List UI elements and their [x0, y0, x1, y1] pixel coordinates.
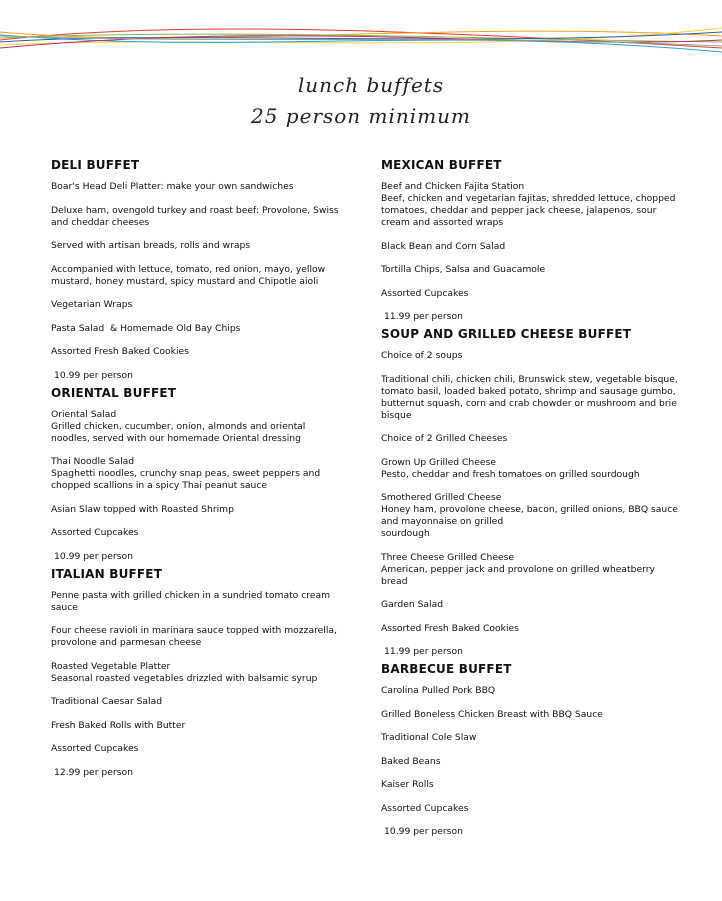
- menu-item: [381, 732, 681, 744]
- menu-item: [51, 240, 346, 252]
- menu-item: [381, 457, 681, 481]
- menu-item-name: Grilled Boneless Chicken Breast with BBQ Sauce: [381, 708, 603, 720]
- menu-item-name: Oriental Salad: [51, 408, 117, 420]
- menu-section: [381, 158, 681, 323]
- menu-item: [51, 527, 346, 539]
- section-title: SOUP AND GRILLED CHEESE BUFFET: [381, 327, 632, 341]
- menu-item-name: Deluxe ham, ovengold turkey and roast beef: Provolone, Swiss and cheddar cheeses: [51, 204, 342, 228]
- section-title: ITALIAN BUFFET: [51, 566, 163, 581]
- menu-item-name: Three Cheese Grilled Cheese: [381, 551, 515, 563]
- menu-item-name: Black Bean and Corn Salad: [381, 240, 506, 252]
- section-title: DELI BUFFET: [51, 158, 140, 172]
- menu-item-name: Thai Noodle Salad: [51, 456, 135, 467]
- menu-item-description: Seasonal roasted vegetables drizzled with balsamic syrup: [51, 672, 318, 684]
- section-price: 11.99 per person: [384, 311, 463, 322]
- menu-item: [381, 709, 681, 721]
- menu-item-name: Baked Beans: [381, 755, 441, 767]
- menu-item: [381, 779, 681, 791]
- menu-item-name: Assorted Fresh Baked Cookies: [51, 346, 189, 357]
- menu-item: [51, 661, 346, 685]
- section-title: BARBECUE BUFFET: [381, 662, 512, 676]
- menu-item: [381, 433, 681, 445]
- menu-item-name: Assorted Fresh Baked Cookies: [381, 622, 519, 634]
- menu-section: [381, 327, 681, 658]
- page-subtitle: 25 person minimum: [251, 104, 471, 128]
- menu-item: [51, 323, 346, 335]
- menu-item: [381, 181, 681, 229]
- menu-item: [51, 590, 346, 614]
- menu-item-name: Vegetarian Wraps: [51, 299, 133, 310]
- menu-item-name: Assorted Cupcakes: [51, 743, 139, 754]
- menu-item: [51, 625, 346, 649]
- menu-item: [51, 205, 346, 229]
- menu-item-description: Honey ham, provolone cheese, bacon, grilled onions, BBQ sauce and mayonnaise on grilled: [381, 504, 681, 527]
- menu-section: [381, 662, 681, 838]
- menu-item-description: Spaghetti noodles, crunchy snap peas, sweet peppers and chopped scallions in a spicy Thai peanut sauce: [51, 468, 324, 491]
- menu-item: [51, 264, 346, 288]
- menu-section: [51, 567, 346, 779]
- menu-section: [51, 158, 346, 382]
- menu-item: [381, 492, 681, 540]
- section-price: 10.99 per person: [54, 369, 133, 381]
- menu-item-description: Pesto, cheddar and fresh tomatoes on grilled sourdough: [381, 468, 640, 480]
- menu-item: [381, 623, 681, 635]
- menu-item-name: Accompanied with lettuce, tomato, red onion, mayo, yellow mustard, honey mustard, spicy mustard and Chipotle aioli: [51, 263, 329, 287]
- menu-item-name: Smothered Grilled Cheese: [381, 492, 502, 503]
- menu-item-name: Roasted Vegetable Platter: [51, 660, 171, 672]
- menu-item: [51, 409, 346, 445]
- menu-item-name: Penne pasta with grilled chicken in a sundried tomato cream sauce: [51, 589, 334, 613]
- menu-item-name: Assorted Cupcakes: [381, 802, 469, 814]
- menu-item-name: Fresh Baked Rolls with Butter: [51, 719, 186, 731]
- right-menu-column: [381, 158, 681, 842]
- menu-item: [51, 456, 346, 492]
- menu-item-description: Beef, chicken and vegetarian fajitas, shredded lettuce, chopped tomatoes, cheddar and pepper jack cheese, jalapenos, sour cream and assorted wraps: [381, 193, 679, 228]
- menu-item-name: Four cheese ravioli in marinara sauce topped with mozzarella, provolone and parmesan cheese: [51, 625, 340, 648]
- menu-item: [381, 264, 681, 276]
- menu-item-name: Assorted Cupcakes: [51, 527, 139, 538]
- section-price: 11.99 per person: [384, 646, 463, 657]
- section-price: 12.99 per person: [54, 766, 133, 778]
- menu-item: [51, 743, 346, 755]
- menu-item-name: Boar's Head Deli Platter: make your own sandwiches: [51, 181, 294, 192]
- section-price: 10.99 per person: [54, 550, 133, 562]
- menu-item-description: Grilled chicken, cucumber, onion, almonds and oriental noodles, served with our homemade Oriental dressing: [51, 420, 309, 444]
- menu-item: [381, 374, 681, 422]
- menu-item-name: Grown Up Grilled Cheese: [381, 456, 496, 468]
- menu-section: [51, 386, 346, 563]
- menu-item: [381, 599, 681, 611]
- menu-item-name: Assorted Cupcakes: [381, 287, 469, 299]
- menu-item-name: Carolina Pulled Pork BBQ: [381, 685, 496, 696]
- menu-item-name: Garden Salad: [381, 599, 444, 610]
- section-title: ORIENTAL BUFFET: [51, 385, 177, 400]
- menu-item-name: Traditional Cole Slaw: [381, 732, 477, 743]
- menu-item: [51, 696, 346, 708]
- menu-item-name: Tortilla Chips, Salsa and Guacamole: [381, 264, 546, 275]
- menu-item: [381, 552, 681, 588]
- menu-item: [51, 299, 346, 311]
- section-price: 10.99 per person: [384, 826, 463, 837]
- menu-item: [51, 720, 346, 732]
- menu-item: [381, 350, 681, 362]
- menu-item: [51, 346, 346, 358]
- section-title: MEXICAN BUFFET: [381, 158, 502, 172]
- menu-item: [51, 181, 346, 193]
- menu-item-description: American, pepper jack and provolone on grilled wheatberry bread: [381, 563, 658, 587]
- menu-item: [381, 756, 681, 768]
- menu-item-name: Traditional chili, chicken chili, Brunswick stew, vegetable bisque, tomato basil, loaded baked potato, shrimp and sausage gumbo, butternut squash, corn and crab chowder or mushroom and brie bisque: [381, 373, 681, 421]
- menu-item-name: Pasta Salad & Homemade Old Bay Chips: [51, 322, 241, 334]
- menu-item-name: Choice of 2 soups: [381, 350, 463, 361]
- left-menu-column: [51, 158, 346, 783]
- menu-item-name: Kaiser Rolls: [381, 779, 434, 790]
- decorative-swoosh-lines: [0, 0, 722, 70]
- menu-item-name: Traditional Caesar Salad: [51, 696, 163, 707]
- menu-item-description: sourdough: [381, 528, 430, 539]
- menu-item: [381, 803, 681, 815]
- menu-item: [381, 685, 681, 697]
- menu-item-name: Served with artisan breads, rolls and wraps: [51, 240, 251, 251]
- menu-item: [381, 241, 681, 253]
- menu-item: [381, 288, 681, 300]
- page-title: lunch buffets: [297, 73, 445, 97]
- menu-item-name: Choice of 2 Grilled Cheeses: [381, 433, 508, 444]
- menu-item-name: Beef and Chicken Fajita Station: [381, 181, 525, 192]
- menu-item-name: Asian Slaw topped with Roasted Shrimp: [51, 503, 234, 515]
- menu-item: [51, 504, 346, 516]
